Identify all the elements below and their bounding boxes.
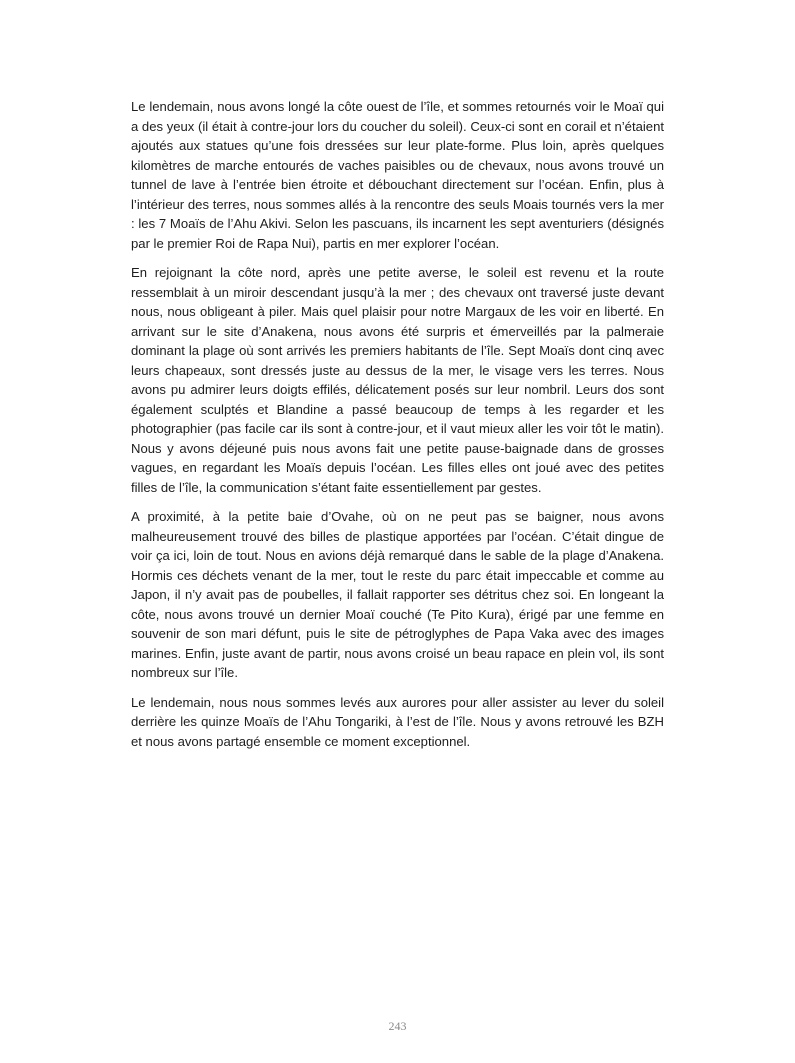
body-text <box>131 97 664 761</box>
paragraph-2: En rejoignant la côte nord, après une petite averse, le soleil est revenu et la route ressemblait à un miroir descendant jusqu’à la mer ; des chevaux ont traversé juste devant nous, nous obligeant à piler. Mais quel plaisir pour notre Margaux de les voir en liberté. En arrivant sur le site d’Anakena, nous avons été surpris et émerveillés par la palmeraie dominant la plage où sont arrivés les premiers habitants de l’île. Sept Moaïs dont cinq avec leurs chapeaux, sont dressés juste au dessus de la mer, le visage vers les terres. Nous avons pu admirer leurs doigts effilés, délicatement posés sur leur nombril. Leurs dos sont également sculptés et Blandine a passé beaucoup de temps à les regarder et les photographier (pas facile car ils sont à contre-jour, et il vaut mieux aller les voir tôt le matin). Nous y avons déjeuné puis nous avons fait une petite pause-baignade dans de grosses vagues, en regardant les Moaïs depuis l’océan. Les filles elles ont joué avec des petites filles de l’île, la communication s’étant faite essentiellement par gestes. <box>131 265 664 495</box>
page-number: 243 <box>388 1019 407 1033</box>
paragraph-1: Le lendemain, nous avons longé la côte ouest de l’île, et sommes retournés voir le Moaï qui a des yeux (il était à contre-jour lors du coucher du soleil). Ceux-ci sont en corail et n’étaient ajoutés aux statues qu’une fois dressées sur leur plate-forme. Plus loin, après quelques kilomètres de marche entourés de vaches paisibles ou de chevaux, nous avons trouvé un tunnel de lave à l’entrée bien étroite et débouchant directement sur l’océan. Enfin, plus à l’intérieur des terres, nous sommes allés à la rencontre des seuls Moais tournés vers la mer : les 7 Moaïs de l’Ahu Akivi. Selon les pascuans, ils incarnent les sept aventuriers (désignés par le premier Roi de Rapa Nui), partis en mer explorer l’océan. <box>131 99 664 251</box>
paragraph-4: Le lendemain, nous nous sommes levés aux aurores pour aller assister au lever du soleil derrière les quinze Moaïs de l’Ahu Tongariki, à l’est de l’île. Nous y avons retrouvé les BZH et nous avons partagé ensemble ce moment exceptionnel. <box>131 694 664 749</box>
paragraph-3: A proximité, à la petite baie d’Ovahe, où on ne peut pas se baigner, nous avons malheureusement trouvé des billes de plastique apportées par l’océan. C’était dingue de voir ça ici, loin de tout. Nous en avions déjà remarqué dans le sable de la plage d’Anakena. Hormis ces déchets venant de la mer, tout le reste du parc était impeccable et comme au Japon, il n’y avait pas de poubelles, il fallait rapporter ses détritus chez soi. En longeant la côte, nous avons trouvé un dernier Moaï couché (Te Pito Kura), érigé par une femme en souvenir de son mari défunt, puis le site de pétroglyphes de Papa Vaka avec des images marines. Enfin, juste avant de partir, nous avons croisé un beau rapace en plein vol, ils sont nombreux sur l’île. <box>131 509 664 680</box>
